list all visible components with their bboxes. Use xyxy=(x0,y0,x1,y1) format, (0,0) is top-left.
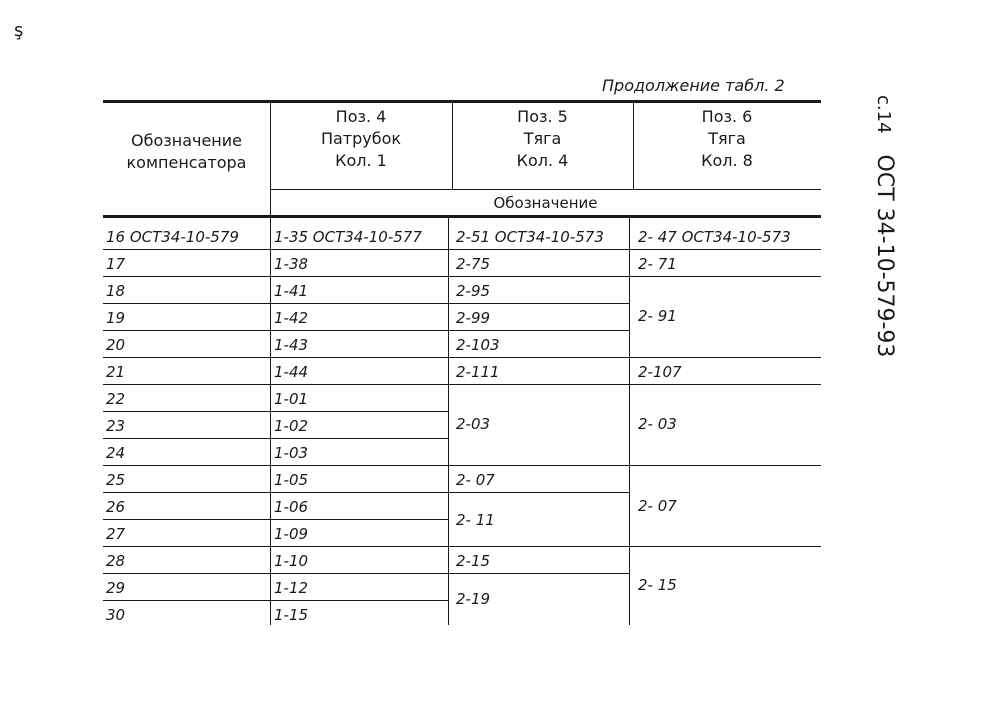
rod5-code: 2- 11 xyxy=(456,511,495,529)
rod6-code: 2- 71 xyxy=(638,255,677,273)
pipe-code: 1-38 xyxy=(274,255,309,273)
row-label: 28 xyxy=(106,552,126,570)
row-label: 24 xyxy=(106,444,126,462)
row-label: 25 xyxy=(106,471,126,489)
rod5-code: 2- 07 xyxy=(456,471,495,489)
rod5-code: 2-99 xyxy=(456,309,491,327)
row-label: 30 xyxy=(106,606,126,624)
rod6-code: 2- 15 xyxy=(638,576,677,594)
pipe-code: 1-09 xyxy=(274,525,309,543)
pipe-code: 1-42 xyxy=(274,309,309,327)
rod6-code: 2- 91 xyxy=(638,307,677,325)
standard-code: ОСТ 34-10-579-93 xyxy=(872,154,897,358)
pipe-code: 1-41 xyxy=(274,282,309,300)
rod6-code: 2-107 xyxy=(638,363,682,381)
pipe-code: 1-15 xyxy=(274,606,309,624)
rod6-code: 2- 03 xyxy=(638,415,677,433)
pipe-code: 1-44 xyxy=(274,363,309,381)
header-bottom-rule xyxy=(103,215,821,218)
rod5-code: 2-75 xyxy=(456,255,491,273)
pipe-code: 1-06 xyxy=(274,498,309,516)
rod5-code: 2-95 xyxy=(456,282,491,300)
rod5-code: 2-103 xyxy=(456,336,500,354)
row-label: 27 xyxy=(106,525,126,543)
pipe-code: 1-43 xyxy=(274,336,309,354)
row-label: 20 xyxy=(106,336,126,354)
row-label: 26 xyxy=(106,498,126,516)
continuation-label: Продолжение табл. 2 xyxy=(602,76,785,95)
pipe-code: 1-10 xyxy=(274,552,309,570)
pipe-code: 1-05 xyxy=(274,471,309,489)
header-col3: Поз. 6 Тяга Кол. 8 xyxy=(701,107,753,170)
row-label: 17 xyxy=(106,255,126,273)
header-col0: Обозначение компенсатора xyxy=(126,131,247,172)
rod5-code: 2-51 ОСТ34-10-573 xyxy=(456,228,604,246)
pipe-code: 1-01 xyxy=(274,390,309,408)
rod5-code: 2-03 xyxy=(456,415,491,433)
table-top-rule xyxy=(103,100,821,103)
row-label: 29 xyxy=(106,579,126,597)
header-col2: Поз. 5 Тяга Кол. 4 xyxy=(516,107,569,170)
row-label: 16 ОСТ34-10-579 xyxy=(106,228,239,246)
pipe-code: 1-03 xyxy=(274,444,309,462)
col2-divider xyxy=(448,218,449,625)
row-label: 23 xyxy=(106,417,126,435)
subheader-top-rule xyxy=(270,189,821,190)
row-label: 22 xyxy=(106,390,126,408)
corner-mark: ş xyxy=(14,20,24,41)
rod6-code: 2- 07 xyxy=(638,497,677,515)
pipe-code: 1-35 ОСТ34-10-577 xyxy=(274,228,422,246)
row-label: 18 xyxy=(106,282,126,300)
header-subtitle: Обозначение xyxy=(493,194,598,212)
col3-divider xyxy=(629,218,630,625)
row-label: 21 xyxy=(106,363,126,381)
side-label xyxy=(862,95,902,358)
rod5-code: 2-15 xyxy=(456,552,491,570)
pipe-code: 1-02 xyxy=(274,417,309,435)
pipe-code: 1-12 xyxy=(274,579,309,597)
header-col1: Поз. 4 Патрубок Кол. 1 xyxy=(320,107,402,170)
page-number: с.14 xyxy=(873,95,894,134)
rod5-code: 2-19 xyxy=(456,590,491,608)
rod6-code: 2- 47 ОСТ34-10-573 xyxy=(638,228,791,246)
rod5-code: 2-111 xyxy=(456,363,500,381)
row-label: 19 xyxy=(106,309,126,327)
